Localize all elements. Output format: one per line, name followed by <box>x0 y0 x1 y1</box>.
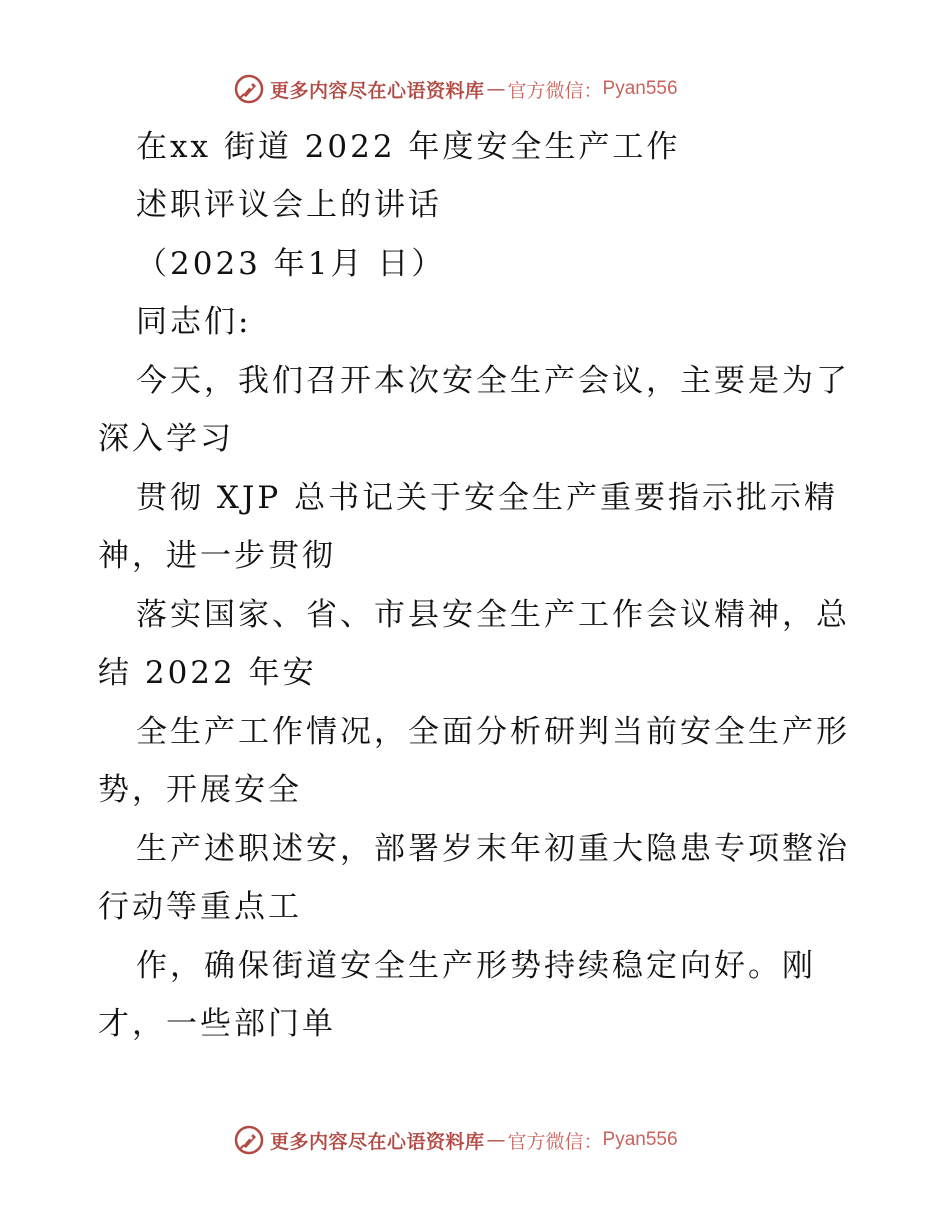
document-date: （2023 年1月 日） <box>136 246 446 282</box>
watermark-dash: — <box>486 1129 506 1151</box>
watermark-main-text: 更多内容尽在心语资料库 <box>270 79 485 102</box>
watermark-sub-text: 官方微信： <box>507 79 603 102</box>
paragraph-line: 生产述职述安，部署岁末年初重大隐患专项整治 <box>136 831 850 867</box>
paragraph-line: 落实国家、省、市县安全生产工作会议精神，总 <box>136 597 850 633</box>
watermark-dash: — <box>486 78 506 100</box>
paragraph-line: 全生产工作情况，全面分析研判当前安全生产形 <box>136 714 850 750</box>
pen-nib-logo-icon <box>234 1125 264 1155</box>
watermark-sub-text: 官方微信： <box>507 1130 603 1153</box>
paragraph-line: 结 2022 年安 <box>98 655 317 691</box>
paragraph-line: 才，一些部门单 <box>98 1006 336 1042</box>
paragraph-line: 神，进一步贯彻 <box>98 538 336 574</box>
paragraph-line: 今天，我们召开本次安全生产会议，主要是为了 <box>136 363 850 399</box>
watermark-wechat-id: Pyan556 <box>602 78 678 99</box>
watermark-main-text: 更多内容尽在心语资料库 <box>270 1130 485 1153</box>
pen-nib-logo-icon <box>234 74 264 104</box>
paragraph-line: 势，开展安全 <box>98 772 302 808</box>
document-title-line-1: 在xx 街道 2022 年度安全生产工作 <box>136 129 681 165</box>
paragraph-line: 贯彻 XJP 总书记关于安全生产重要指示批示精 <box>136 480 839 516</box>
document-title-line-2: 述职评议会上的讲话 <box>136 187 442 223</box>
paragraph-line: 作，确保街道安全生产形势持续稳定向好。刚 <box>136 948 816 984</box>
document-salutation: 同志们: <box>136 304 252 340</box>
paragraph-line: 行动等重点工 <box>98 889 302 925</box>
watermark-wechat-id: Pyan556 <box>602 1129 678 1150</box>
header-watermark <box>234 72 754 106</box>
paragraph-line: 深入学习 <box>98 421 234 457</box>
footer-watermark <box>234 1123 754 1157</box>
